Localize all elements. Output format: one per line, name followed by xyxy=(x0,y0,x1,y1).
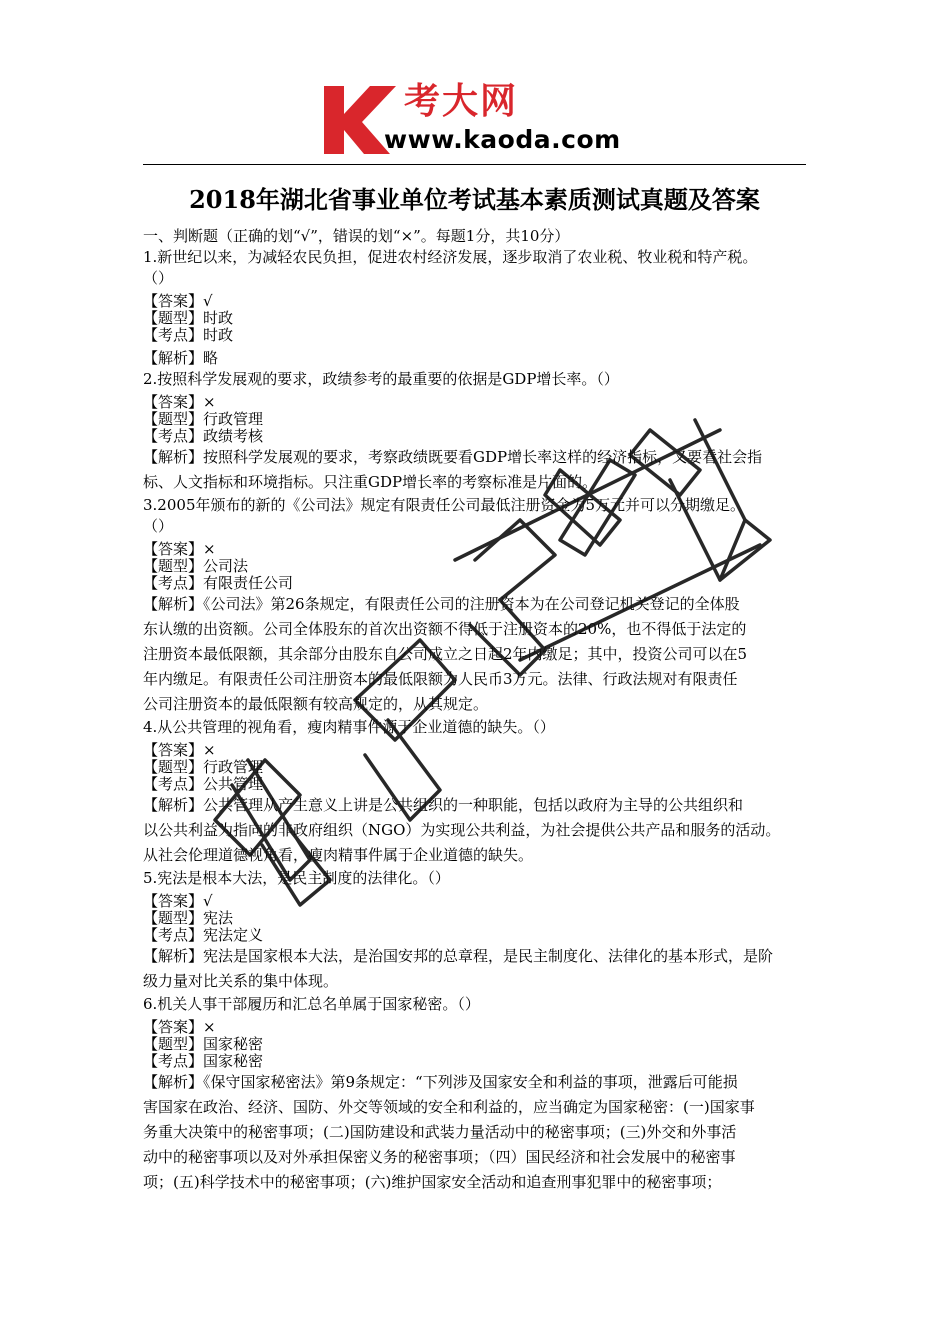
question-3-text: （） xyxy=(143,517,174,535)
question-type-label: 【题型】国家秘密 xyxy=(143,1035,264,1053)
analysis-text: 项；(五)科学技术中的秘密事项；(六)维护国家安全活动和追查刑事犯罪中的秘密事项； xyxy=(143,1173,722,1191)
question-3-text: 3.2005年颁布的新的《公司法》规定有限责任公司最低注册资金为5万元并可以分期缴足。 xyxy=(143,496,746,514)
document-title: 2018年湖北省事业单位考试基本素质测试真题及答案 xyxy=(189,185,760,214)
exam-point-label: 【考点】有限责任公司 xyxy=(143,574,294,592)
analysis-text: 【解析】宪法是国家根本大法，是治国安邦的总章程，是民主制度化、法律化的基本形式，是阶 xyxy=(143,947,774,965)
answer-label: 【答案】× xyxy=(143,393,216,411)
analysis-text: 【解析】按照科学发展观的要求，考察政绩既要看GDP增长率这样的经济指标，又要看社会指 xyxy=(143,448,763,466)
answer-label: 【答案】√ xyxy=(143,892,213,910)
exam-point-label: 【考点】时政 xyxy=(143,326,234,344)
answer-label: 【答案】× xyxy=(143,540,216,558)
question-type-label: 【题型】公司法 xyxy=(143,557,249,575)
question-type-label: 【题型】时政 xyxy=(143,309,234,327)
analysis-text: 害国家在政治、经济、国防、外交等领域的安全和利益的，应当确定为国家秘密：(一)国家事 xyxy=(143,1098,755,1116)
question-type-label: 【题型】行政管理 xyxy=(143,758,264,776)
question-1-text: （） xyxy=(143,269,174,287)
question-type-label: 【题型】宪法 xyxy=(143,909,234,927)
analysis-text: 注册资本最低限额，其余部分由股东自公司成立之日起2年内缴足；其中，投资公司可以在5 xyxy=(143,645,748,663)
analysis-text: 【解析】《公司法》第26条规定，有限责任公司的注册资本为在公司登记机关登记的全体股 xyxy=(143,595,740,613)
answer-label: 【答案】× xyxy=(143,1018,216,1036)
analysis-text: 公司注册资本的最低限额有较高规定的，从其规定。 xyxy=(143,695,489,713)
analysis-text: 【解析】《保守国家秘密法》第9条规定：“下列涉及国家安全和利益的事项，泄露后可能损 xyxy=(143,1073,738,1091)
exam-point-label: 【考点】公共管理 xyxy=(143,775,264,793)
question-type-label: 【题型】行政管理 xyxy=(143,410,264,428)
analysis-text: 标、人文指标和环境指标。只注重GDP增长率的考察标准是片面的。 xyxy=(143,473,598,491)
analysis-text: 从社会伦理道德视角看，瘦肉精事件属于企业道德的缺失。 xyxy=(143,846,534,864)
exam-point-label: 【考点】国家秘密 xyxy=(143,1052,264,1070)
header-divider xyxy=(143,164,806,165)
analysis-text: 动中的秘密事项以及对外承担保密义务的秘密事项；（四）国民经济和社会发展中的秘密事 xyxy=(143,1148,736,1166)
analysis-text: 【解析】略 xyxy=(143,349,219,367)
section-heading: 一、判断题（正确的划“√”，错误的划“×”。每题1分，共10分） xyxy=(143,227,570,245)
answer-label: 【答案】× xyxy=(143,741,216,759)
exam-point-label: 【考点】宪法定义 xyxy=(143,926,264,944)
kaoda-logo xyxy=(318,82,648,158)
question-5-text: 5.宪法是根本大法，是民主制度的法律化。（） xyxy=(143,869,450,887)
question-6-text: 6.机关人事干部履历和汇总名单属于国家秘密。（） xyxy=(143,995,480,1013)
analysis-text: 级力量对比关系的集中体现。 xyxy=(143,972,339,990)
answer-label: 【答案】√ xyxy=(143,292,213,310)
question-4-text: 4.从公共管理的视角看，瘦肉精事件源于企业道德的缺失。（） xyxy=(143,718,555,736)
exam-point-label: 【考点】政绩考核 xyxy=(143,427,264,445)
document-body xyxy=(143,226,823,1195)
analysis-text: 东认缴的出资额。公司全体股东的首次出资额不得低于注册资本的20%，也不得低于法定的 xyxy=(143,620,747,638)
logo-url-text: www.kaoda.com xyxy=(384,125,621,154)
question-2-text: 2.按照科学发展观的要求，政绩参考的最重要的依据是GDP增长率。（） xyxy=(143,370,619,388)
analysis-text: 年内缴足。有限责任公司注册资本的最低限额为人民币3万元。法律、行政法规对有限责任 xyxy=(143,670,738,688)
analysis-text: 以公共利益为指向的非政府组织（NGO）为实现公共利益，为社会提供公共产品和服务的活动。 xyxy=(143,821,781,839)
analysis-text: 务重大决策中的秘密事项；(二)国防建设和武装力量活动中的秘密事项；(三)外交和外事活 xyxy=(143,1123,737,1141)
logo-brand-text: 考大网 xyxy=(404,81,519,122)
question-1-text: 1.新世纪以来，为减轻农民负担，促进农村经济发展，逐步取消了农业税、牧业税和特产税。 xyxy=(143,248,758,266)
analysis-text: 【解析】公共管理从产生意义上讲是公共组织的一种职能，包括以政府为主导的公共组织和 xyxy=(143,796,744,814)
